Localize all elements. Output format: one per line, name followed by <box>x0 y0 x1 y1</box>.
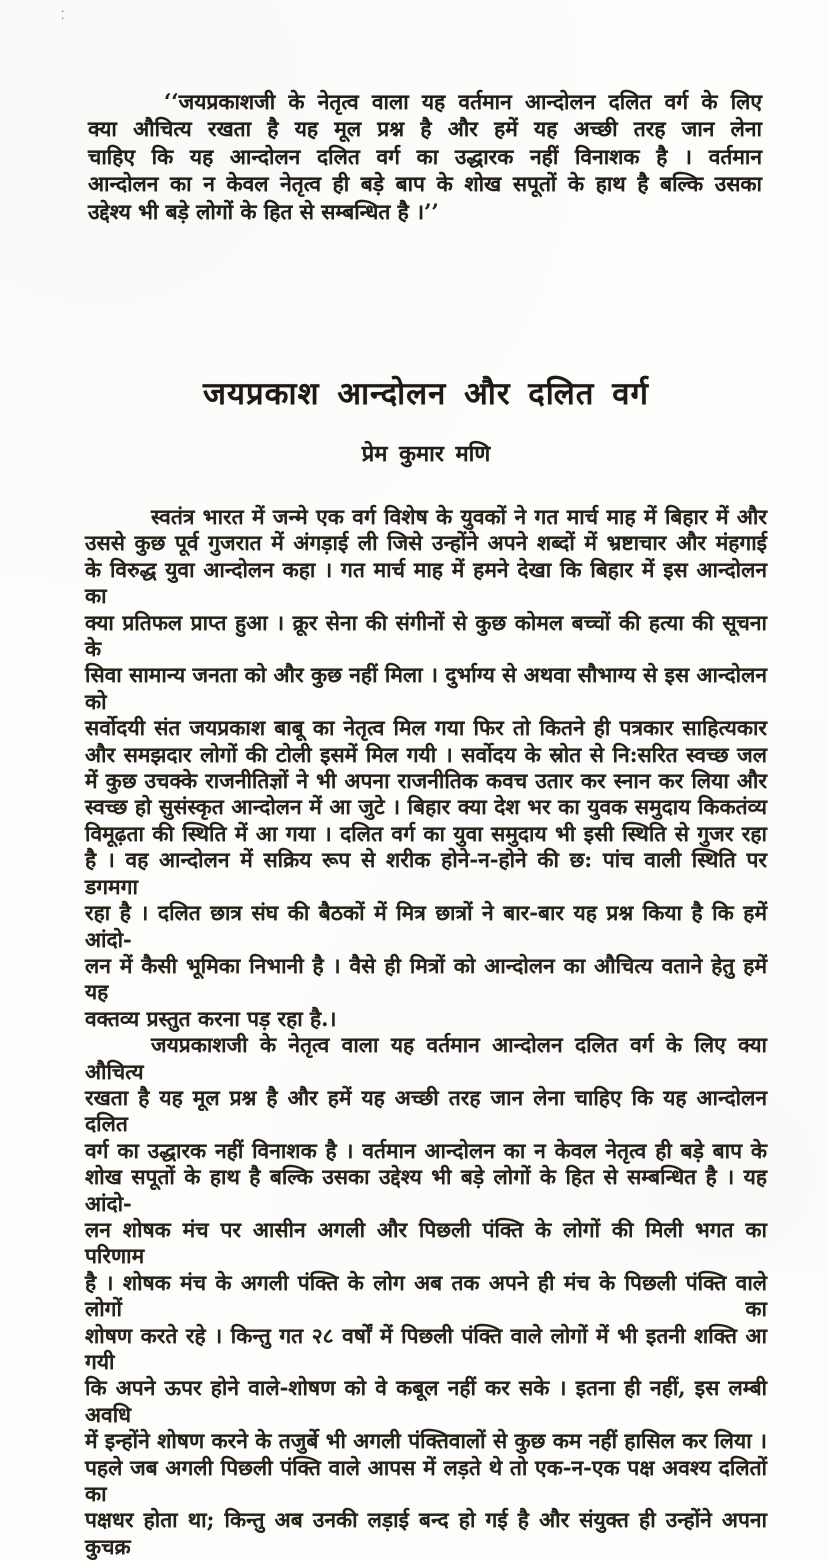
opening-quote <box>88 88 762 225</box>
body-line: स्वच्छ हो सुसंस्कृत आन्दोलन में आ जुटे । बिहार क्या देश भर का युवक समुदाय किकतंव्य <box>85 794 767 820</box>
quote-line: आन्दोलन का न केवल नेतृत्व ही बड़े बाप के शोख सपूतों के हाथ है बल्कि उसका <box>88 171 762 197</box>
body-line: है । वह आन्दोलन में सक्रिय रूप से शरीक होने-न-होने की छ: पांच वाली स्थिति पर डगमगा <box>85 847 767 899</box>
body-line: में इन्होंने शोषण करने के तजुर्बे भी अगली पंक्तिवालों से कुछ कम नहीं हासिल कर लिया । <box>85 1428 767 1454</box>
body-line: शोषण करते रहे । किन्तु गत २८ वर्षों में पिछली पंक्ति वाले लोगों में भी इतनी शक्ति आ गयी <box>85 1322 767 1374</box>
heading-area <box>85 372 767 468</box>
body-line: में कुछ उचक्के राजनीतिज्ञों ने भी अपना राजनीतिक कवच उतार कर स्नान कर लिया और <box>85 768 767 794</box>
body-line: वक्तव्य प्रस्तुत करना पड़ रहा है.। <box>85 1005 337 1031</box>
body-line: और समझदार लोगों की टोली इसमें मिल गयी । सर्वोदय के स्रोत से नि:सरित स्वच्छ जल <box>85 741 767 767</box>
quote-line: क्या औचित्य रखता है यह मूल प्रश्न है और हमें यह अच्छी तरह जान लेना <box>88 116 762 142</box>
quote-line: चाहिए कि यह आन्दोलन दलित वर्ग का उद्धारक नहीं विनाशक है । वर्तमान <box>88 143 762 169</box>
body-line: स्वतंत्र भारत में जन्मे एक वर्ग विशेष के युवकों ने गत मार्च माह में बिहार में और <box>151 504 767 529</box>
article-body <box>85 504 767 1560</box>
body-line: पक्षधर होता था; किन्तु अब उनकी लड़ाई बन्द हो गई है और संयुक्त ही उन्होंने अपना कुचक्र <box>85 1507 767 1559</box>
paragraph-1 <box>85 504 767 1032</box>
body-line: शोख सपूतों के हाथ है बल्कि उसका उद्देश्य भी बड़े लोगों के हित से सम्बन्धित है । यह आंदो- <box>85 1164 767 1216</box>
author-name: प्रेम कुमार मणि <box>361 441 491 467</box>
body-line: पहले जब अगली पिछली पंक्ति वाले आपस में लड़ते थे तो एक-न-एक पक्ष अवश्य दलितों का <box>85 1454 767 1507</box>
body-line: विमूढ़ता की स्थिति में आ गया । दलित वर्ग का युवा समुदाय भी इसी स्थिति से गुजर रहा <box>85 820 767 846</box>
scan-artifact <box>61 8 64 22</box>
body-line: के विरुद्ध युवा आन्दोलन कहा । गत मार्च माह में हमने देखा कि बिहार में इस आन्दोलन का <box>85 556 767 609</box>
body-line: सिवा सामान्य जनता को और कुछ नहीं मिला । दुर्भाग्य से अथवा सौभाग्य से इस आन्दोलन को <box>85 662 767 714</box>
body-line: है । शोषक मंच के अगली पंक्ति के लोग अब तक अपने ही मंच के पिछली पंक्ति वाले लोगों का <box>85 1269 767 1322</box>
quote-line: ‘‘जयप्रकाशजी के नेतृत्व वाला यह वर्तमान आन्दोलन दलित वर्ग के लिए <box>164 89 762 114</box>
quote-line: उद्देश्य भी बड़े लोगों के हित से सम्बन्धित है ।’’ <box>88 198 439 224</box>
body-line: रहा है । दलित छात्र संघ की बैठकों में मित्र छात्रों ने बार-बार यह प्रश्न किया है कि हमें आंदो- <box>85 900 767 952</box>
page-title: जयप्रकाश आन्दोलन और दलित वर्ग <box>203 376 649 412</box>
paragraph-2 <box>85 1032 767 1560</box>
body-line: उससे कुछ पूर्व गुजरात में अंगड़ाई ली जिसे उन्होंने अपने शब्दों में भ्रष्टाचार और मंहगाई <box>85 530 767 556</box>
body-line: सर्वोदयी संत जयप्रकाश बाबू का नेतृत्व मिल गया फिर तो कितने ही पत्रकार साहित्यकार <box>85 715 767 741</box>
body-line: वर्ग का उद्धारक नहीं विनाशक है । वर्तमान आन्दोलन का न केवल नेतृत्व ही बड़े बाप के <box>85 1137 767 1163</box>
body-line: लन शोषक मंच पर आसीन अगली और पिछली पंक्ति के लोगों की मिली भगत का परिणाम <box>85 1216 767 1269</box>
body-line: क्या प्रतिफल प्राप्त हुआ । क्रूर सेना की संगीनों से कुछ कोमल बच्चों की हत्या की सूचना के <box>85 609 767 662</box>
body-line: जयप्रकाशजी के नेतृत्व वाला यह वर्तमान आन्दोलन दलित वर्ग के लिए क्या औचित्य <box>85 1032 767 1084</box>
body-line: रखता है यह मूल प्रश्न है और हमें यह अच्छी तरह जान लेना चाहिए कि यह आन्दोलन दलित <box>85 1084 767 1137</box>
body-line: लन में कैसी भूमिका निभानी है । वैसे ही मित्रों को आन्दोलन का औचित्य वताने हेतु हमें यह <box>85 952 767 1005</box>
body-line: कि अपने ऊपर होने वाले-शोषण को वे कबूल नहीं कर सके । इतना ही नहीं, इस लम्बी अवधि <box>85 1375 767 1427</box>
